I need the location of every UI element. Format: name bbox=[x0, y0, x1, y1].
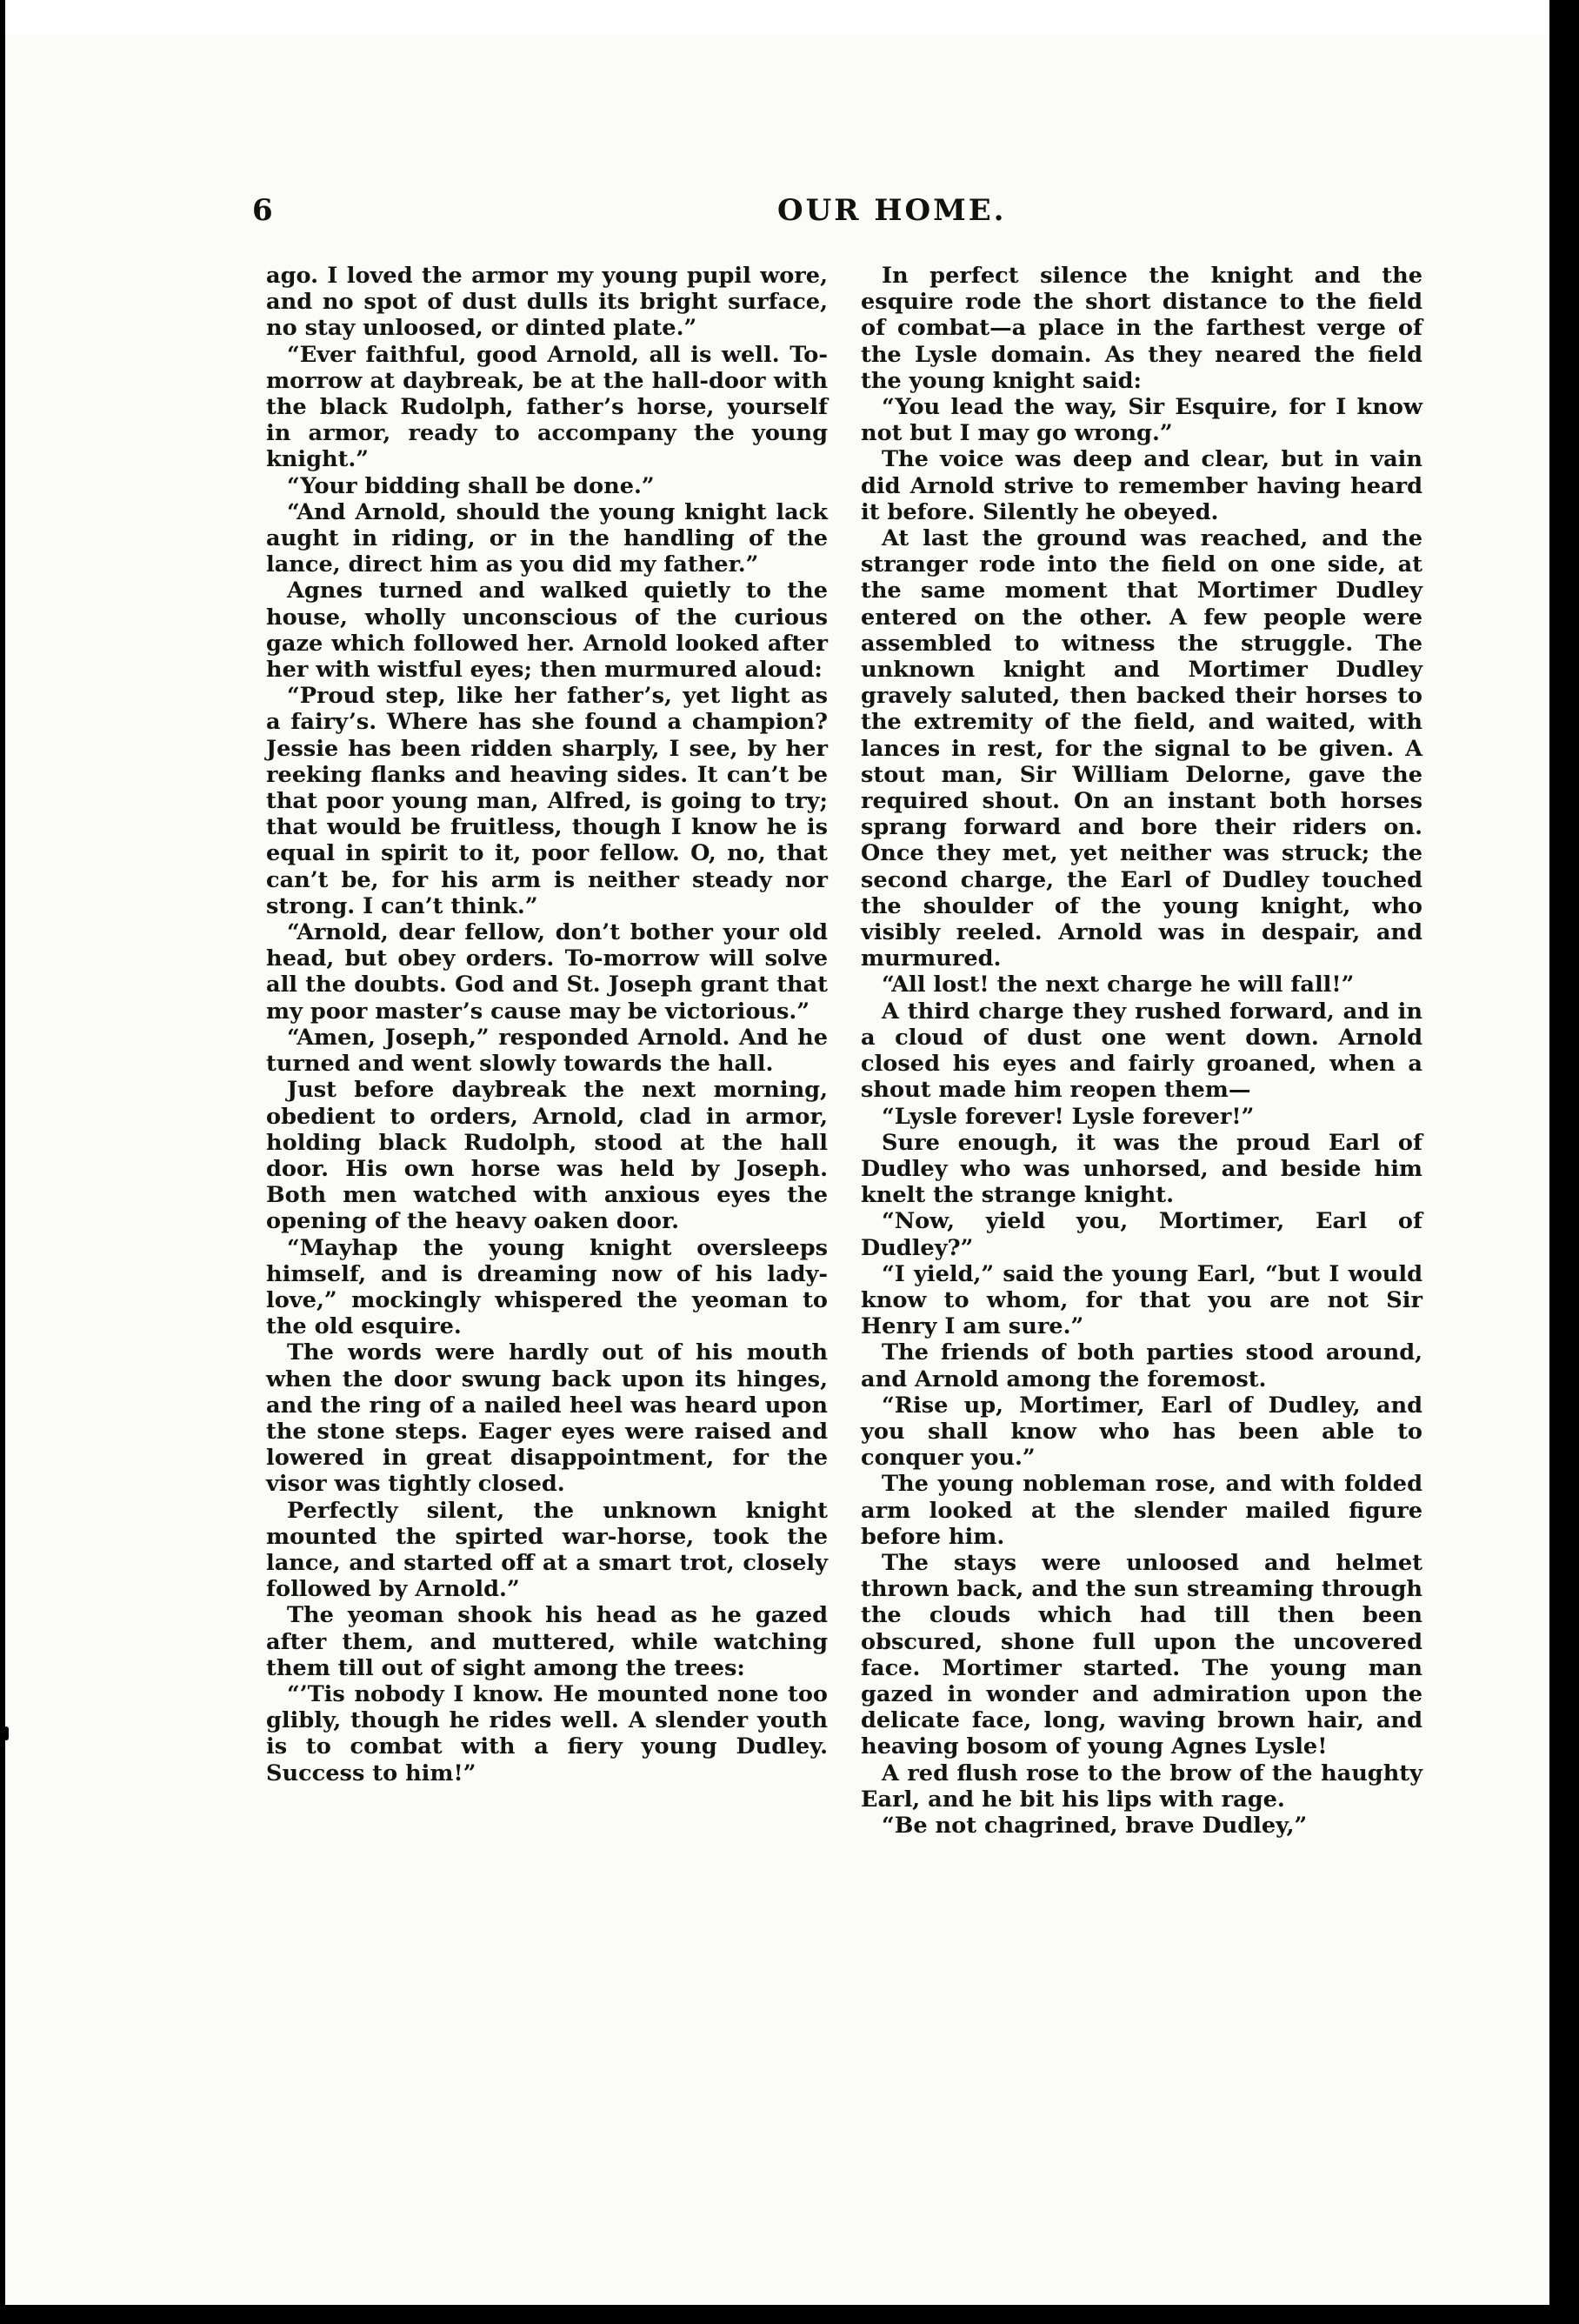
paragraph: A red flush rose to the brow of the haughty Earl, and he bit his lips with rage. bbox=[861, 1760, 1422, 1813]
paragraph: Sure enough, it was the proud Earl of Dudley who was unhorsed, and beside him knelt the strange knight. bbox=[861, 1129, 1422, 1209]
paragraph: “Rise up, Mortimer, Earl of Dudley, and you shall know who has been able to conquer you.” bbox=[861, 1392, 1422, 1472]
paragraph: ago. I loved the armor my young pupil wore, and no spot of dust dulls its bright surface, no stay unloosed, or dinted plate.” bbox=[266, 263, 828, 342]
page-number: 6 bbox=[252, 193, 273, 228]
paragraph: “All lost! the next charge he will fall!” bbox=[882, 972, 1355, 998]
left-column bbox=[266, 263, 828, 1786]
paragraph: The young nobleman rose, and with folded arm looked at the slender mailed figure before him. bbox=[861, 1471, 1422, 1550]
scan-bottom-edge bbox=[0, 2305, 1579, 2324]
running-head: OUR HOME. bbox=[777, 193, 1007, 228]
paragraph: “Amen, Joseph,” responded Arnold. And he turned and went slowly towards the hall. bbox=[266, 1024, 828, 1078]
paragraph: In perfect silence the knight and the esquire rode the short distance to the field of combat—a place in the farthest verge of the Lysle domain. As they neared the field the young knight said: bbox=[861, 263, 1422, 394]
paragraph: “You lead the way, Sir Esquire, for I know not but I may go wrong.” bbox=[861, 394, 1422, 447]
paragraph: “Be not chagrined, brave Dudley,” bbox=[882, 1812, 1308, 1839]
top-margin bbox=[0, 0, 1579, 35]
paragraph: “I yield,” said the young Earl, “but I would know to whom, for that you are not Sir Henry I am sure.” bbox=[861, 1260, 1422, 1340]
scan-right-edge bbox=[1549, 0, 1579, 2324]
paragraph: The voice was deep and clear, but in vain did Arnold strive to remember having heard it before. Silently he obeyed. bbox=[861, 446, 1422, 525]
page-header bbox=[252, 193, 1424, 237]
paragraph: Perfectly silent, the unknown knight mounted the spirted war-horse, took the lance, and started off at a smart trot, closely followed by Arnold.” bbox=[266, 1497, 828, 1603]
paragraph: “’Tis nobody I know. He mounted none too glibly, though he rides well. A slender youth is to combat with a fiery young Dudley. Success to him!” bbox=[266, 1680, 828, 1786]
paragraph: Agnes turned and walked quietly to the house, wholly unconscious of the curious gaze which followed her. Arnold looked after her with wistful eyes; then murmured aloud: bbox=[266, 578, 828, 684]
paragraph: “Your bidding shall be done.” bbox=[287, 472, 655, 499]
paragraph: The yeoman shook his head as he gazed after them, and muttered, while watching them till out of sight among the trees: bbox=[266, 1602, 828, 1681]
right-column bbox=[861, 263, 1422, 1839]
paragraph: Just before daybreak the next morning, obedient to orders, Arnold, clad in armor, holding black Rudolph, stood at the hall door. His own horse was held by Joseph. Both men watched with anxious eyes the opening of the heavy oaken door. bbox=[266, 1077, 828, 1235]
paragraph: The words were hardly out of his mouth when the door swung back upon its hinges, and the ring of a nailed heel was heard upon the stone steps. Eager eyes were raised and lowered in great disappointment, for the visor was tightly closed. bbox=[266, 1339, 828, 1498]
paragraph: “Arnold, dear fellow, don’t bother your old head, but obey orders. To-morrow will solve all the doubts. God and St. Joseph grant that my poor master’s cause may be victorious.” bbox=[266, 919, 828, 1025]
paragraph: “Ever faithful, good Arnold, all is well. To-morrow at daybreak, be at the hall-door with the black Rudolph, father’s horse, yourself in armor, ready to accompany the young knight.” bbox=[266, 341, 828, 473]
scan-left-edge bbox=[0, 0, 5, 2324]
paragraph: The friends of both parties stood around, and Arnold among the foremost. bbox=[861, 1339, 1422, 1392]
paragraph: “Now, yield you, Mortimer, Earl of Dudley?” bbox=[861, 1208, 1422, 1261]
paragraph: “Lysle forever! Lysle forever!” bbox=[882, 1103, 1255, 1130]
scan-speck bbox=[3, 1726, 9, 1740]
paragraph: The stays were unloosed and helmet thrown back, and the sun streaming through the clouds which had till then been obscured, shone full upon the uncovered face. Mortimer started. The young man gazed in wonder and admiration upon the delicate face, long, waving brown hair, and heaving bosom of young Agnes Lysle! bbox=[861, 1549, 1422, 1760]
paragraph: At last the ground was reached, and the stranger rode into the field on one side, at the same moment that Mortimer Dudley entered on the other. A few people were assembled to witness the struggle. The unknown knight and Mortimer Dudley gravely saluted, then backed their horses to the extremity of the field, and waited, with lances in rest, for the signal to be given. A stout man, Sir William Delorne, gave the required shout. On an instant both horses sprang forward and bore their riders on. Once they met, yet neither was struck; the second charge, the Earl of Dudley touched the shoulder of the young knight, who visibly reeled. Arnold was in despair, and murmured. bbox=[861, 525, 1422, 972]
paragraph: “Mayhap the young knight oversleeps himself, and is dreaming now of his lady-love,” mockingly whispered the yeoman to the old esquire. bbox=[266, 1234, 828, 1340]
paragraph: “Proud step, like her father’s, yet light as a fairy’s. Where has she found a champion? Jessie has been ridden sharply, I see, by her reeking flanks and heaving sides. It can’t be that poor young man, Alfred, is going to try; that would be fruitless, though I know he is equal in spirit to it, poor fellow. O, no, that can’t be, for his arm is neither steady nor strong. I can’t think.” bbox=[266, 683, 828, 919]
paragraph: A third charge they rushed forward, and in a cloud of dust one went down. Arnold closed his eyes and fairly groaned, when a shout made him reopen them— bbox=[861, 998, 1422, 1104]
paragraph: “And Arnold, should the young knight lack aught in riding, or in the handling of the lance, direct him as you did my father.” bbox=[266, 498, 828, 578]
